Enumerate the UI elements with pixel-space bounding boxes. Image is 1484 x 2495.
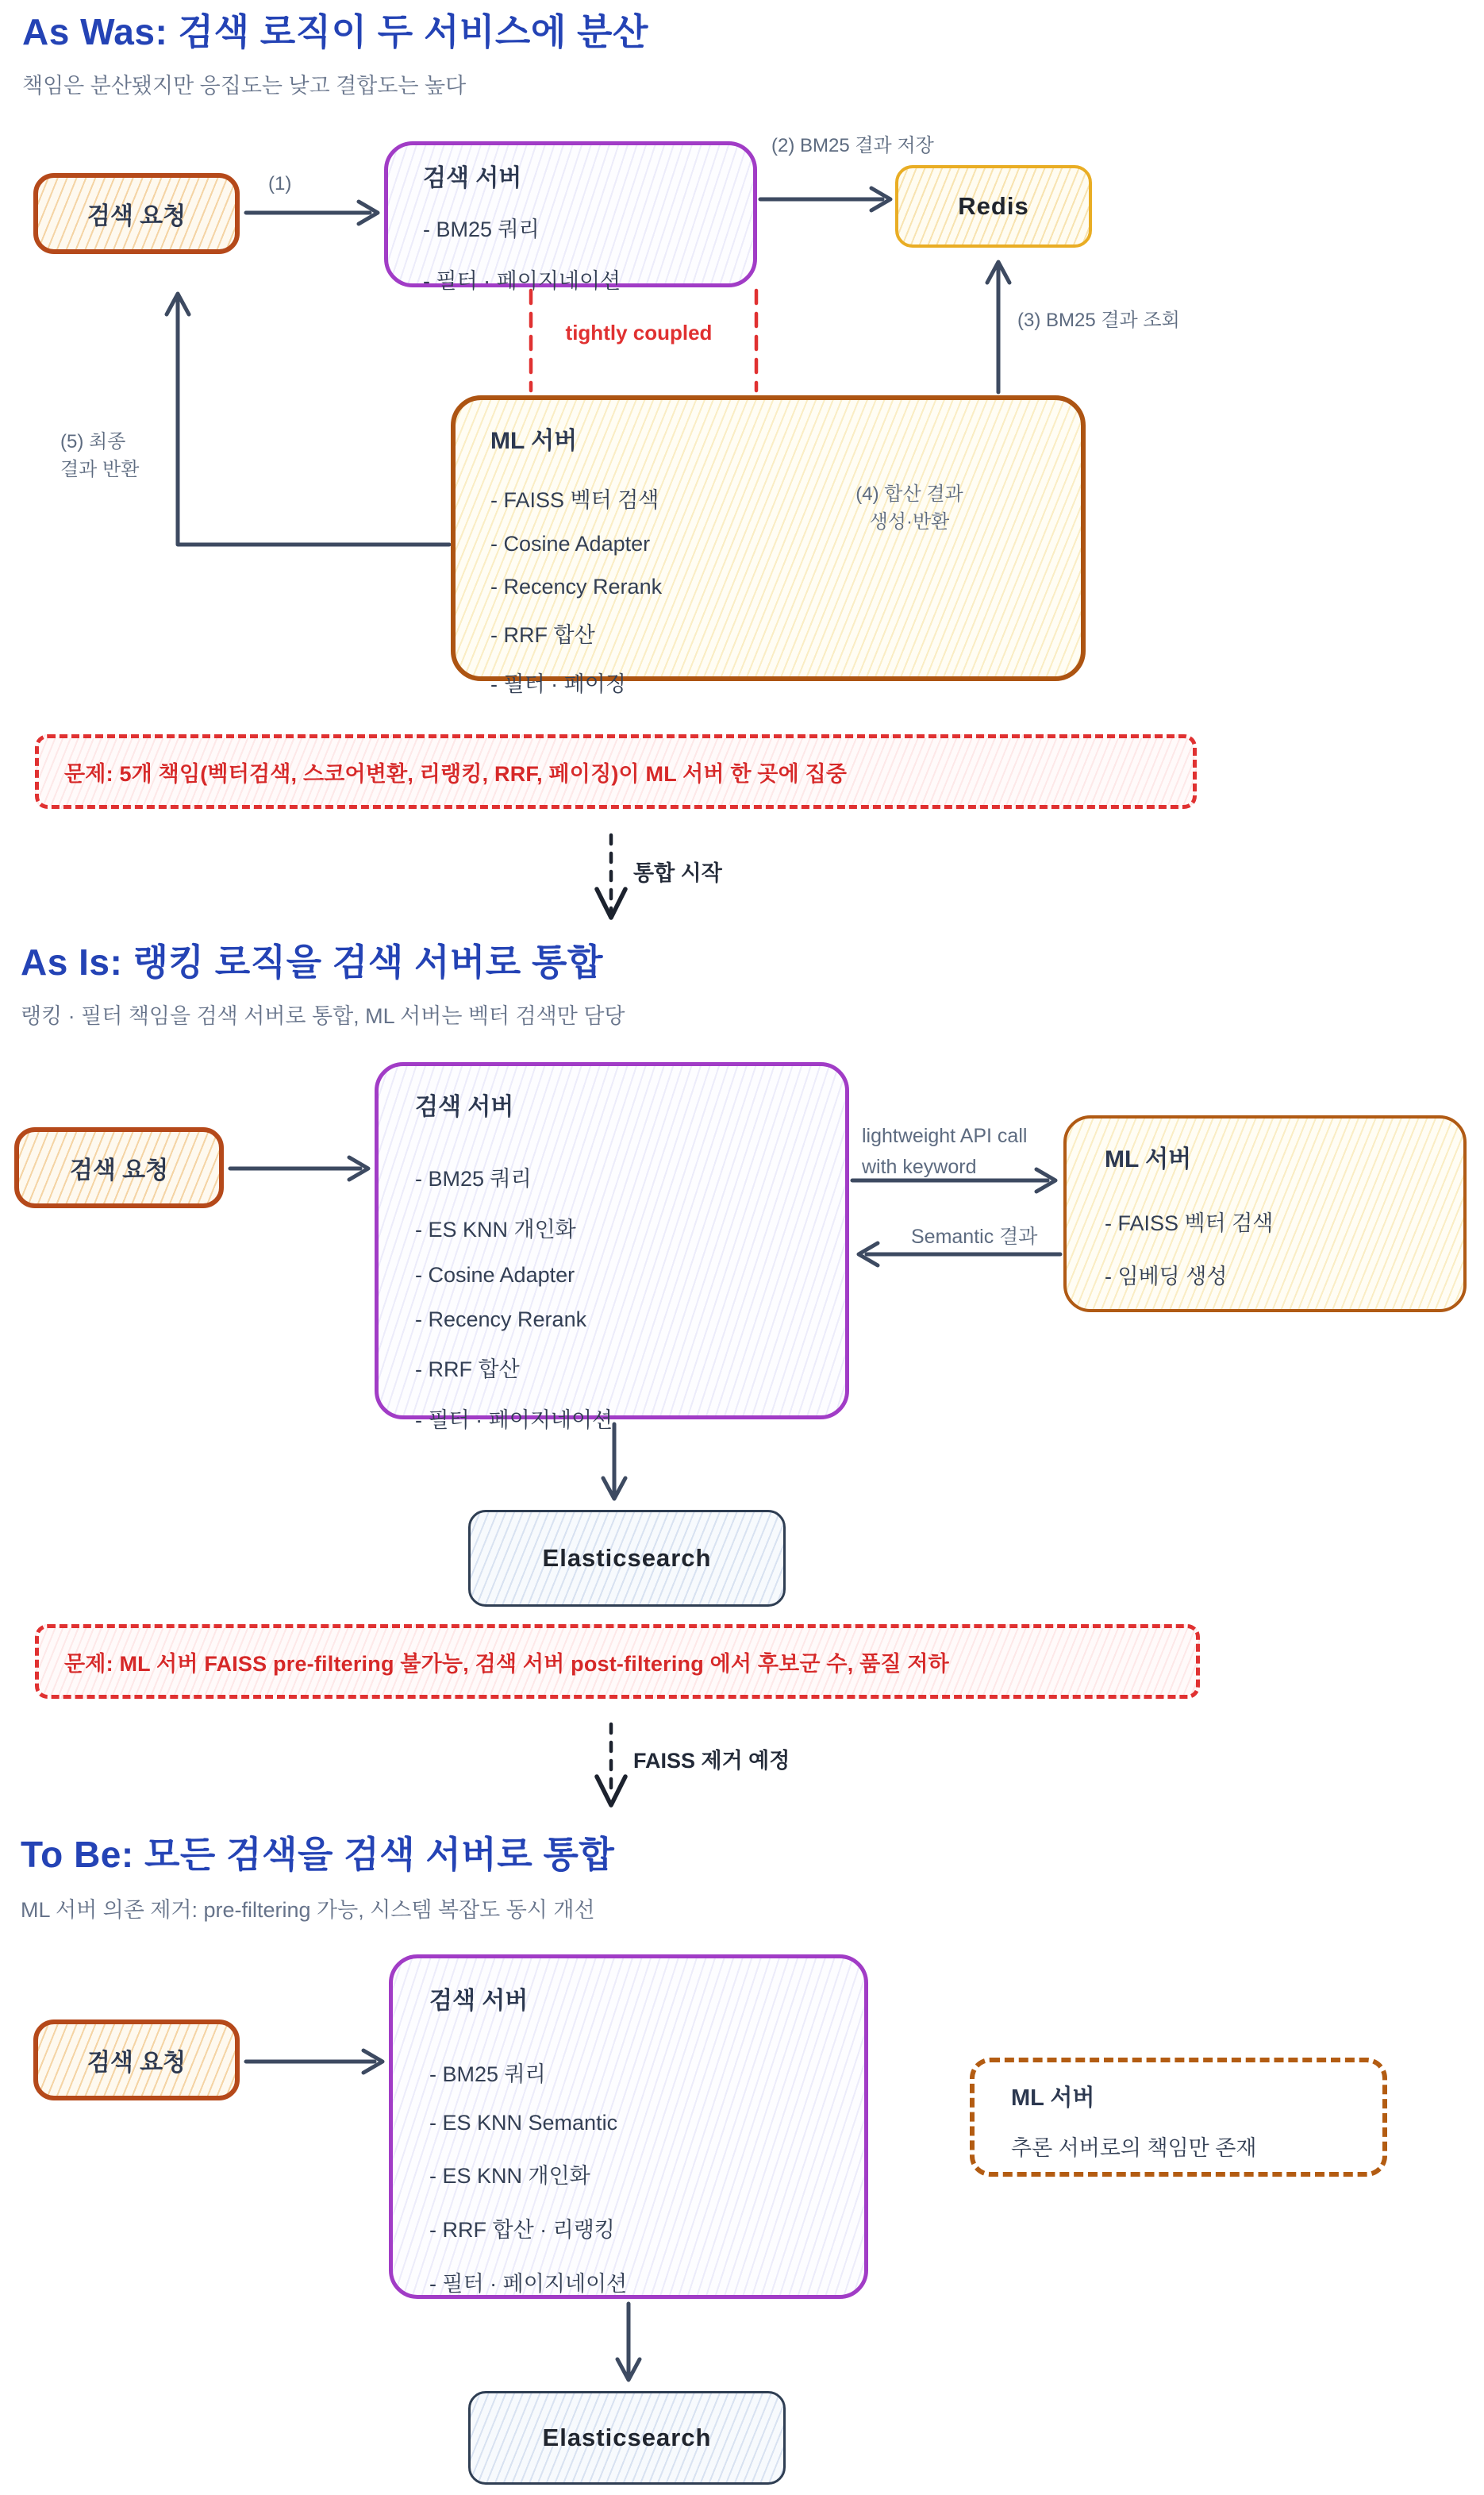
- to-be-ml-server-title: ML 서버: [1011, 2085, 1095, 2111]
- as-is-title: As Is: 랭킹 로직을 검색 서버로 통합: [21, 941, 603, 983]
- as-was-step5-line2: 결과 반환: [60, 458, 140, 480]
- to-be-search-server-node: [389, 1954, 868, 2299]
- transition-2-label: FAISS 제거 예정: [633, 1749, 790, 1773]
- as-was-title: As Was: 검색 로직이 두 서비스에 분산: [22, 11, 648, 52]
- as-was-ml-server-node: [451, 395, 1086, 696]
- arrow-ml-to-redis: [987, 262, 1009, 392]
- to-be-search-server-item: - RRF 합산 · 리랭킹: [429, 2218, 615, 2242]
- arrow-request-to-search-3: [246, 2050, 383, 2073]
- as-is-ml-server-title: ML 서버: [1105, 1146, 1192, 1172]
- to-be-search-request-node: [33, 2019, 240, 2100]
- as-is-search-server-item: - RRF 합산: [415, 1357, 520, 1381]
- as-was-step5-line1: (5) 최종: [60, 431, 126, 452]
- as-was-ml-server-item: - RRF 합산: [490, 623, 595, 647]
- api-call-label: [862, 1121, 1027, 1183]
- as-was-search-request-node: [33, 173, 240, 254]
- as-was-step4-label: [825, 481, 994, 537]
- arrow-request-to-search-2: [230, 1157, 368, 1180]
- as-is-problem-text: 문제: ML 서버 FAISS pre-filtering 불가능, 검색 서버 post-filtering 에서 후보군 수, 품질 저하: [64, 1651, 949, 1676]
- as-is-search-server-item: - Cosine Adapter: [415, 1263, 575, 1287]
- to-be-search-server-item: - ES KNN 개인화: [429, 2164, 590, 2188]
- as-is-search-server-item: - ES KNN 개인화: [415, 1218, 576, 1242]
- as-was-step2-label: (2) BM25 결과 저장: [771, 135, 934, 156]
- to-be-title: To Be: 모든 검색을 검색 서버로 통합: [21, 1834, 615, 1875]
- transition-1-label: 통합 시작: [633, 861, 722, 885]
- as-was-ml-server-item: - FAISS 벡터 검색: [490, 488, 659, 512]
- as-was-search-server-item: - BM25 쿼리: [423, 218, 540, 241]
- as-is-problem-banner: [35, 1624, 1200, 1699]
- as-is-search-server-item: - BM25 쿼리: [415, 1167, 532, 1191]
- as-was-search-request-label: 검색 요청: [87, 203, 186, 229]
- as-is-subtitle: 랭킹 · 필터 책임을 검색 서버로 통합, ML 서버는 벡터 검색만 담당: [21, 1004, 625, 1028]
- to-be-search-server-item: - ES KNN Semantic: [429, 2111, 618, 2135]
- as-is-search-server-item: - 필터 · 페이지네이션: [415, 1408, 613, 1432]
- as-was-step5-label: [60, 429, 139, 484]
- to-be-search-server-item: - 필터 · 페이지네이션: [429, 2272, 628, 2296]
- as-is-ml-server-item: - FAISS 벡터 검색: [1105, 1211, 1274, 1235]
- elasticsearch-node-1: [468, 1510, 786, 1607]
- transition-arrow-2-head: [597, 1777, 625, 1805]
- redis-label: Redis: [958, 192, 1029, 220]
- as-was-step1-label: (1): [268, 173, 292, 194]
- as-was-ml-server-item: - Cosine Adapter: [490, 532, 651, 556]
- as-was-subtitle: 책임은 분산됐지만 응집도는 낮고 결합도는 높다: [22, 74, 467, 98]
- as-was-ml-server-item: - 필터 · 페이징: [490, 672, 626, 696]
- as-was-problem-banner: [35, 734, 1197, 809]
- to-be-search-server-title: 검색 서버: [429, 1988, 529, 2014]
- arrow-search-to-redis: [760, 188, 890, 210]
- to-be-search-server-item: - BM25 쿼리: [429, 2062, 546, 2086]
- as-was-ml-server-title: ML 서버: [490, 428, 578, 454]
- api-call-line2: with keyword: [862, 1155, 977, 1178]
- elasticsearch-label-2: Elasticsearch: [542, 2424, 712, 2451]
- as-was-step4-line2: 생성·반환: [869, 510, 950, 533]
- tightly-coupled-label: tightly coupled: [565, 321, 713, 345]
- as-was-step3-label: (3) BM25 결과 조회: [1017, 310, 1180, 331]
- redis-node: [895, 165, 1092, 248]
- as-is-search-request-label: 검색 요청: [69, 1157, 169, 1184]
- as-was-search-server-title: 검색 서버: [423, 165, 522, 191]
- as-was-problem-text: 문제: 5개 책임(벡터검색, 스코어변환, 리랭킹, RRF, 페이징)이 ML 서버 한 곳에 집중: [64, 761, 848, 786]
- as-is-search-server-title: 검색 서버: [415, 1094, 514, 1120]
- to-be-ml-server-node: [970, 2058, 1387, 2177]
- as-is-ml-server-item: - 임베딩 생성: [1105, 1265, 1228, 1288]
- arrow-request-to-search-1: [246, 202, 378, 224]
- arrow-ml-to-request-elbow: [167, 294, 449, 545]
- arrow-search-to-elasticsearch-2: [617, 2304, 640, 2380]
- elasticsearch-node-2: [468, 2391, 786, 2485]
- as-was-step4-line1: (4) 합산 결과: [855, 483, 963, 505]
- as-is-search-server-node: [375, 1062, 849, 1432]
- api-call-line1: lightweight API call: [862, 1125, 1028, 1147]
- as-is-search-server-item: - Recency Rerank: [415, 1307, 587, 1331]
- as-was-search-server-node: [384, 141, 757, 293]
- to-be-ml-server-note: 추론 서버로의 책임만 존재: [1011, 2136, 1257, 2160]
- elasticsearch-label-1: Elasticsearch: [542, 1544, 712, 1572]
- semantic-result-label: Semantic 결과: [911, 1226, 1038, 1248]
- as-is-search-request-node: [14, 1127, 224, 1208]
- as-was-search-server-item: - 필터 · 페이지네이션: [423, 269, 621, 293]
- as-was-ml-server-item: - Recency Rerank: [490, 575, 663, 599]
- arrow-search-to-elasticsearch-1: [603, 1424, 625, 1499]
- to-be-subtitle: ML 서버 의존 제거: pre-filtering 가능, 시스템 복잡도 동시 개선: [21, 1898, 595, 1922]
- as-is-ml-server-node: [1063, 1115, 1467, 1312]
- to-be-search-request-label: 검색 요청: [87, 2050, 186, 2076]
- transition-arrow-1-head: [597, 889, 625, 918]
